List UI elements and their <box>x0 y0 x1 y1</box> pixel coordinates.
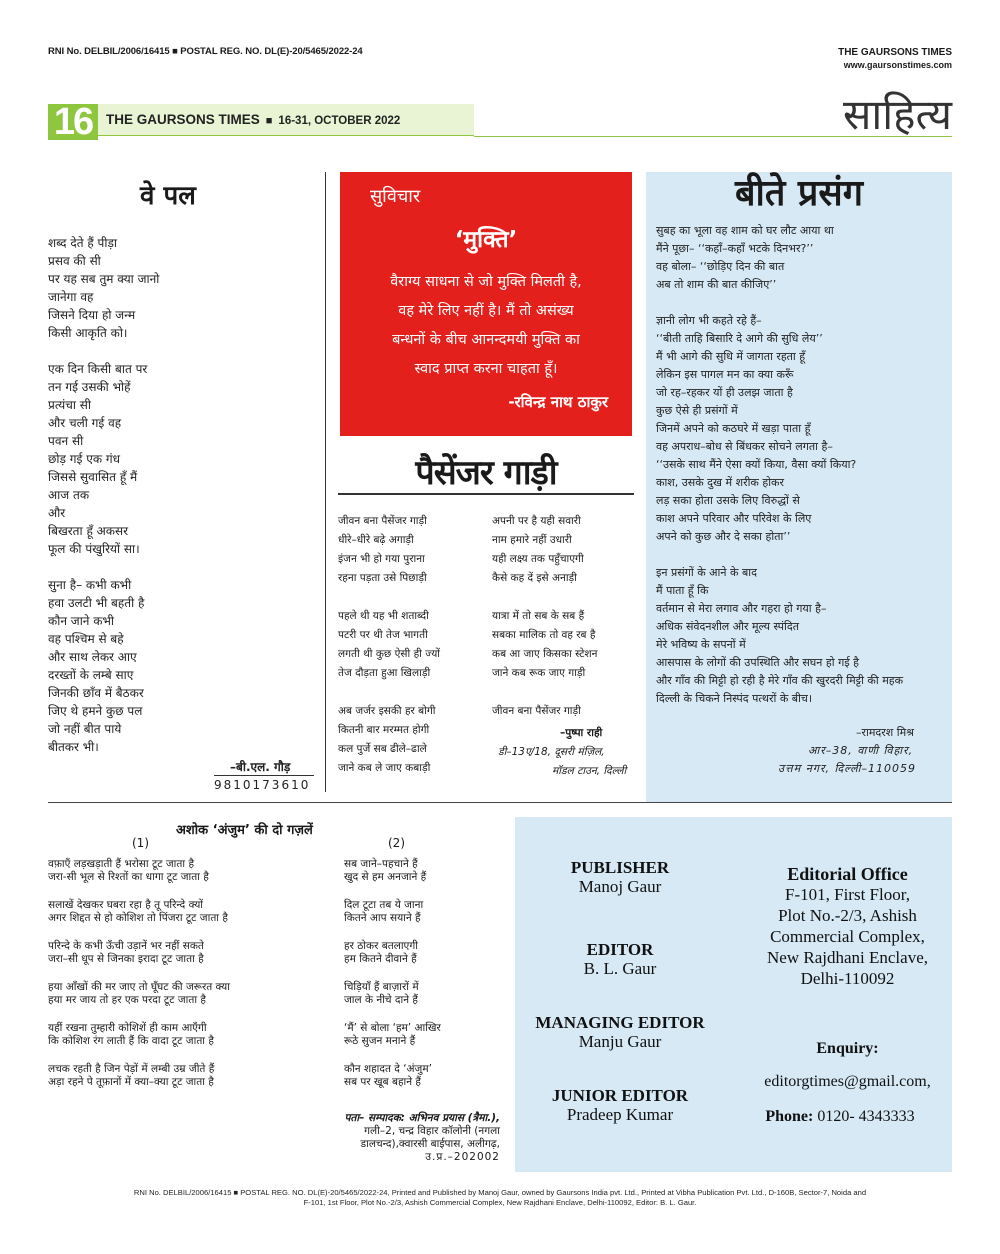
stanza <box>656 312 952 546</box>
ve-pal-poem <box>48 234 318 774</box>
beete-author: –रामदरश मिश्र <box>856 726 914 739</box>
beete-title: बीते प्रसंग <box>734 173 864 214</box>
address-line: गली–2, चन्द्र विहार कॉलोनी (नगला <box>364 1125 500 1137</box>
poem-line: रूठे सुजन मनाने हैं <box>344 1035 416 1047</box>
poem-line: चिड़ियाँ हैं बाज़ारों में <box>344 981 419 993</box>
poem-line: यही लक्ष्य तक पहुँचाएगी <box>492 553 584 565</box>
poem-line: जो रह–रहकर यों ही उलझ जाता है <box>656 386 793 399</box>
suvichar-author: -रविन्द्र नाथ ठाकुर <box>508 393 608 411</box>
poem-line: वह बोला– ‘‘छोड़िए दिन की बात <box>656 260 785 273</box>
poem-line: रहना पड़ता उसे पिछाड़ी <box>338 572 427 584</box>
poem-line: यहीं रखना तुम्हारी कोशिशें ही काम आएँगी <box>48 1022 207 1034</box>
stanza <box>344 1022 510 1048</box>
poem-line: सुना है– कभी कभी <box>48 578 132 592</box>
stanza <box>338 702 488 778</box>
poem-line: और <box>48 506 66 520</box>
passenger-poem-left <box>338 512 488 797</box>
office-line: New Rajdhani Enclave, <box>767 948 928 967</box>
poem-line: ‘‘बीती ताहि बिसारि दे आगे की सुधि लेय’’ <box>656 332 823 345</box>
poem-line: मेरे भविष्य के सपनों में <box>656 638 746 651</box>
poem-line: अधिक संवेदनशील और मूल्य स्पंदित <box>656 620 799 633</box>
stanza <box>338 607 488 683</box>
beete-poem <box>656 222 952 726</box>
enquiry-label: Enquiry: <box>816 1040 879 1057</box>
poem-line: ‘मैं’ से बोला ‘हम’ आखिर <box>344 1022 441 1034</box>
publisher-label: PUBLISHER <box>570 858 670 877</box>
address-line: पता– सम्पादक: अभिनव प्रयास (त्रैमा.), <box>344 1112 500 1124</box>
poem-line: इन प्रसंगों के आने के बाद <box>656 566 757 579</box>
ghazal-1 <box>48 858 334 1104</box>
poem-line: धीरे–धीरे बढ़े अगाड़ी <box>338 534 414 546</box>
passenger-title: पैसेंजर गाड़ी <box>415 453 557 493</box>
phone-line <box>740 1108 940 1126</box>
website-link[interactable]: www.gaursonstimes.com <box>843 60 952 70</box>
stanza <box>48 234 318 342</box>
imprint-footer <box>60 1188 940 1208</box>
stanza <box>48 981 334 1007</box>
stanza <box>344 899 510 925</box>
stanza <box>48 1063 334 1089</box>
ghazal-number-1: (1) <box>132 836 149 850</box>
stanza <box>48 1022 334 1048</box>
poem-line: कितने आप सयाने हैं <box>344 912 421 924</box>
poem-line: पवन सी <box>48 434 84 448</box>
poem-line: इंजन भी हो गया पुराना <box>338 553 425 565</box>
stanza <box>344 981 510 1007</box>
poem-line: जरा-सी भूल से रिश्तों का धागा टूट जाता है <box>48 871 209 883</box>
poem-line: एक दिन किसी बात पर <box>48 362 148 376</box>
poem-line: हया मर जाय तो हर एक परदा टूट जाता है <box>48 994 206 1006</box>
editor-name: B. L. Gaur <box>583 959 657 978</box>
suvichar-body <box>358 268 614 384</box>
poem-line: जाने कब रूक जाए गाड़ी <box>492 667 586 679</box>
stanza <box>344 940 510 966</box>
junior-editor-block <box>540 1086 700 1124</box>
managing-editor-label: MANAGING EDITOR <box>535 1013 705 1032</box>
ve-pal-author: –बी.एल. गौड़ <box>230 760 291 774</box>
poem-line: वह पश्चिम से बहे <box>48 632 124 646</box>
poem-line: काश, उसके दुख में शरीक होकर <box>656 476 784 489</box>
ghazal-title: अशोक ‘अंजुम’ की दो गज़लें <box>176 823 313 838</box>
poem-line: अब तो शाम की बात कीजिए’’ <box>656 278 777 291</box>
poem-line: कुछ ऐसे ही प्रसंगों में <box>656 404 738 417</box>
suvichar-line: वैराग्य साधना से जो मुक्ति मिलती है, <box>390 274 582 290</box>
band-separator: ■ <box>265 115 273 127</box>
suvichar-line: बन्धनों के बीच आनन्दमयी मुक्ति का <box>392 332 580 348</box>
poem-line: पहले थी यह भी शताब्दी <box>338 610 429 622</box>
poem-line: जरा–सी धूप से जिनका इरादा टूट जाता है <box>48 953 204 965</box>
beete-address-2: उत्तम नगर, दिल्ली–110059 <box>778 762 916 775</box>
poem-line: आज तक <box>48 488 90 502</box>
poem-line: कौन जाने कभी <box>48 614 115 628</box>
address-line: डालचन्द),क्वारसी बाईपास, अलीगढ़, <box>360 1138 500 1150</box>
poem-line: शब्द देते हैं पीड़ा <box>48 236 118 250</box>
issue-date: 16-31, OCTOBER 2022 <box>278 115 401 127</box>
poem-line: फूल की पंखुरियों सा। <box>48 542 140 556</box>
stanza <box>48 940 334 966</box>
poem-line: वफ़ाएँ लड़खड़ाती हैं भरोसा टूट जाता है <box>48 858 195 870</box>
poem-line: जिसने दिया हो जन्म <box>48 308 136 322</box>
poem-line: हया आँखों की मर जाए तो घूँघट की जरूरत क्या <box>48 981 230 993</box>
poem-line: मैं भी आगे की सुधि में जागता रहता हूँ <box>656 350 806 363</box>
managing-editor-block <box>530 1013 710 1051</box>
passenger-title-rule <box>338 493 634 495</box>
phone-label: Phone: <box>765 1108 814 1125</box>
email-link[interactable]: editorgtimes@gmail.com, <box>764 1073 931 1090</box>
suvichar-line: वह मेरे लिए नहीं है। मैं तो असंख्य <box>398 303 574 319</box>
poem-line: कब आ जाए किसका स्टेशन <box>492 648 598 660</box>
poem-line: बिखरता हूँ अकसर <box>48 524 129 538</box>
managing-editor-name: Manju Gaur <box>578 1032 662 1051</box>
poem-line: मैंने पूछा– ‘‘कहाँ–कहाँ भटके दिनभर?’’ <box>656 242 814 255</box>
author-underline <box>214 775 314 776</box>
band-paper-name: THE GAURSONS TIMES <box>106 112 260 127</box>
poem-line: और गाँव की मिट्टी हो रही है मेरे गाँव की खुरदरी मिट्टी की महक <box>656 674 904 687</box>
page-number: 16 <box>48 104 98 140</box>
passenger-address-2: मॉडल टाउन, दिल्ली <box>552 765 627 777</box>
editorial-office-label: Editorial Office <box>787 864 908 884</box>
poem-line: जो नहीं बीत पाये <box>48 722 122 736</box>
masthead-band-text <box>106 112 400 127</box>
poem-line: लड़ सका होता उसके लिए विरुद्धों से <box>656 494 800 507</box>
ve-pal-title: वे पल <box>140 181 196 211</box>
poem-line: प्रसव की सी <box>48 254 101 268</box>
stanza <box>492 702 634 721</box>
poem-line: पटरी पर थी तेज भागती <box>338 629 428 641</box>
office-line: Delhi-110092 <box>800 969 895 988</box>
poem-line: दिल टूटा तब ये जाना <box>344 899 424 911</box>
poem-line: हम कितने दीवाने हैं <box>344 953 417 965</box>
poem-line: जीवन बना पैसेंजर गाड़ी <box>338 515 427 527</box>
passenger-author: –पुष्पा राही <box>560 727 603 739</box>
poem-line: जिनकी छाँव में बैठकर <box>48 686 144 700</box>
stanza <box>48 576 318 756</box>
poem-line: खुद से हम अनजाने हैं <box>344 871 427 883</box>
poem-line: सब पर खूब बहाने हैं <box>344 1076 421 1088</box>
poem-line: प्रत्यंचा सी <box>48 398 92 412</box>
poem-line: बीतकर भी। <box>48 740 99 754</box>
poem-line: यात्रा में तो सब के सब हैं <box>492 610 585 622</box>
stanza <box>48 858 334 884</box>
poem-line: वर्तमान से मेरा लगाव और गहरा हो गया है– <box>656 602 827 615</box>
poem-line: मैं पाता हूँ कि <box>656 584 709 597</box>
stanza <box>338 512 488 588</box>
poem-line: हवा उलटी भी बहती है <box>48 596 145 610</box>
poem-line: जिससे सुवासित हूँ मैं <box>48 470 138 484</box>
section-title: साहित्य <box>843 90 952 139</box>
poem-line: अड़ा रहने पे तूफ़ानों में क्या–क्या टूट जाता है <box>48 1076 214 1088</box>
stanza <box>344 1063 510 1089</box>
paper-name: THE GAURSONS TIMES <box>838 47 952 58</box>
passenger-poem-right <box>492 512 634 740</box>
imprint-line-1: RNI No. DELBIL/2006/16415 ■ POSTAL REG. NO. DL(E)-20/5465/2022-24, Printed and Published by Manoj Gaur, owned by Gaursons India pvt. Ltd., Printed at Vibha Publication Pvt. Ltd., D-160B, Sector-7, Noida and <box>133 1188 867 1197</box>
suvichar-line: स्वाद प्राप्त करना चाहता हूँ। <box>414 361 558 377</box>
poem-line: किसी आकृति को। <box>48 326 128 340</box>
publisher-name: Manoj Gaur <box>578 877 662 896</box>
poem-line: जिए थे हमने कुछ पल <box>48 704 143 718</box>
junior-editor-name: Pradeep Kumar <box>566 1105 674 1124</box>
ve-pal-phone: 9810173610 <box>214 778 311 792</box>
poem-line: जानेगा वह <box>48 290 94 304</box>
poem-line: जाने कब ले जाए कबाड़ी <box>338 762 431 774</box>
poem-line: जीवन बना पैसेंजर गाड़ी <box>492 705 581 717</box>
stanza <box>344 858 510 884</box>
poem-line: दिल्ली के चिकने निस्पंद पत्थरों के बीच। <box>656 692 813 705</box>
masthead-right <box>838 46 952 72</box>
poem-line: पर यह सब तुम क्या जानो <box>48 272 160 286</box>
stanza <box>656 564 952 708</box>
publisher-block <box>540 858 700 896</box>
poem-line: लचक रहती है जिन पेड़ों में लम्बी उम्र जीते हैं <box>48 1063 215 1075</box>
rni-header: RNI No. DELBIL/2006/16415 ■ POSTAL REG. NO. DL(E)-20/5465/2022-24 <box>48 46 363 57</box>
editorial-office-block <box>750 864 945 989</box>
suvichar-box <box>340 172 632 436</box>
editor-block <box>540 940 700 978</box>
suvichar-label: सुविचार <box>370 186 421 207</box>
stanza <box>656 222 952 294</box>
poem-line: सलाखें देखकर घबरा रहा है तू परिन्दे क्यों <box>48 899 204 911</box>
poem-line: नाम हमारे नहीं उधारी <box>492 534 572 546</box>
poem-line: तन गई उसकी भोहें <box>48 380 131 394</box>
poem-line: दरख्तों के लम्बे साए <box>48 668 134 682</box>
poem-line: कितनी बार मरम्मत होगी <box>338 724 430 736</box>
poem-line: लगती थी कुछ ऐसी ही ज्यों <box>338 648 441 660</box>
junior-editor-label: JUNIOR EDITOR <box>551 1086 689 1105</box>
poem-line: अपनी पर है यही सवारी <box>492 515 581 527</box>
column-divider <box>325 172 326 792</box>
poem-line: आसपास के लोगों की उपस्थिति और सघन हो गई है <box>656 656 860 669</box>
passenger-address-1: डी–13ए/18, दूसरी मंज़िल, <box>498 746 605 758</box>
poem-line: लेकिन इस पागल मन का क्या करूँ <box>656 368 794 381</box>
ghazal-address <box>300 1112 500 1164</box>
suvichar-title: ‘मुक्ति’ <box>454 227 518 253</box>
poem-line: कि कोशिश रंग लाती हैं कि वादा टूट जाता है <box>48 1035 214 1047</box>
poem-line: ‘‘उसके साथ मैंने ऐसा क्यों किया, वैसा क्यों किया? <box>656 458 857 471</box>
stanza <box>492 607 634 683</box>
stanza <box>48 360 318 558</box>
ghazal-2 <box>344 858 510 1104</box>
poem-line: सुबह का भूला वह शाम को घर लौट आया था <box>656 224 834 237</box>
poem-line: हर ठोकर बतलाएगी <box>344 940 418 952</box>
section-rule <box>48 802 952 803</box>
office-line: Commercial Complex, <box>770 927 925 946</box>
poem-line: तेज दौड़ता हुआ खिलाड़ी <box>338 667 431 679</box>
address-line: उ.प्र.–202002 <box>425 1151 500 1163</box>
poem-line: जाल के नीचे दाने हैं <box>344 994 418 1006</box>
poem-line: और साथ लेकर आए <box>48 650 137 664</box>
stanza <box>492 512 634 588</box>
poem-line: सब जाने–पहचाने हैं <box>344 858 418 870</box>
poem-line: जिनमें अपने को कठघरे में खड़ा पाता हूँ <box>656 422 811 435</box>
poem-line: कल पुर्जे सब ढीले–ढाले <box>338 743 427 755</box>
poem-line: काश अपने परिवार और परिवेश के लिए <box>656 512 812 525</box>
beete-address-1: आर–38, वाणी विहार, <box>808 744 914 757</box>
poem-line: परिन्दे के कभी ऊँची उड़ानें भर नहीं सकते <box>48 940 204 952</box>
poem-line: सबका मालिक तो वह रब है <box>492 629 596 641</box>
poem-line: अगर शिद्दत से हो कोशिश तो पिंजरा टूट जाता है <box>48 912 228 924</box>
poem-line: अब जर्जर इसकी हर बोगी <box>338 705 436 717</box>
poem-line: छोड़ गई एक गंध <box>48 452 121 466</box>
poem-line: ज्ञानी लोग भी कहते रहे हैं– <box>656 314 762 327</box>
stanza <box>48 899 334 925</box>
office-line: F-101, First Floor, <box>785 885 910 904</box>
editor-label: EDITOR <box>586 940 654 959</box>
imprint-line-2: F-101, 1st Floor, Plot No.-2/3, Ashish Commercial Complex, New Rajdhani Enclave, Delhi-110092, Editor: B. L. Gaur. <box>303 1198 697 1207</box>
poem-line: कैसे कह दें इसे अनाड़ी <box>492 572 577 584</box>
poem-line: कौन शहादत दे ‘अंजुम’ <box>344 1063 432 1075</box>
phone-number[interactable]: 0120- 4343333 <box>817 1108 915 1125</box>
poem-line: और चली गई वह <box>48 416 122 430</box>
poem-line: अपने को कुछ और दे सका होता’’ <box>656 530 791 543</box>
poem-line: वह अपराध–बोध से बिंधकर सोचने लगता है– <box>656 440 833 453</box>
office-line: Plot No.-2/3, Ashish <box>778 906 917 925</box>
ghazal-number-2: (2) <box>388 836 405 850</box>
